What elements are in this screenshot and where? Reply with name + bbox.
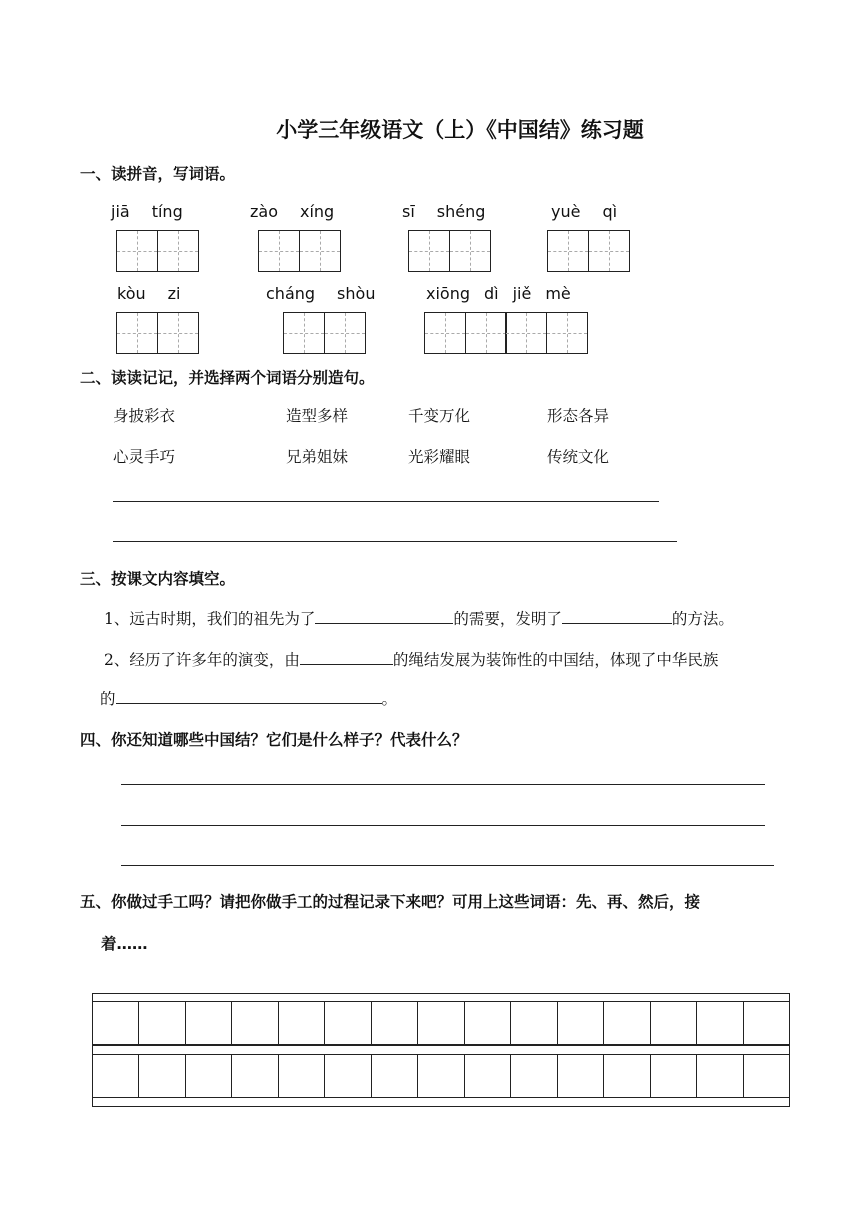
section-3-heading: 三、按课文内容填空。 [80, 570, 236, 588]
answer-line[interactable] [121, 825, 765, 826]
answer-line[interactable] [121, 784, 765, 785]
answer-grid-kouzi[interactable] [116, 312, 199, 354]
answer-grid-xiongdijiemei[interactable] [424, 312, 588, 354]
word-item: 传统文化 [547, 448, 610, 466]
word-item: 身披彩衣 [113, 407, 176, 425]
section-2-heading: 二、读读记记，并选择两个词语分别造句。 [80, 369, 375, 387]
pinyin-xiongdijiemei: xiōng dì jiě mè [426, 284, 571, 303]
answer-line[interactable] [121, 865, 774, 866]
page-title: 小学三年级语文（上）《中国结》练习题 [276, 117, 644, 142]
composition-row [92, 1054, 790, 1098]
section-1-heading: 一、读拼音，写词语。 [80, 165, 236, 183]
blank[interactable] [562, 608, 672, 625]
section-5-heading-cont: 着…… [101, 935, 148, 953]
fill-question-2: 2、经历了许多年的演变，由 的绳结发展为装饰性的中国结，体现了中华民族 [104, 648, 718, 670]
pinyin-changshou: cháng shòu [266, 284, 376, 303]
section-5-heading: 五、你做过手工吗？请把你做手工的过程记录下来吧？可用上这些词语：先、再、然后，接 [80, 893, 701, 911]
composition-grid[interactable] [92, 993, 790, 1107]
sentence-answer-line[interactable] [113, 501, 659, 502]
word-item: 造型多样 [286, 407, 349, 425]
answer-grid-yueqi[interactable] [547, 230, 630, 272]
answer-grid-zaoxing[interactable] [258, 230, 341, 272]
pinyin-kouzi: kòu zi [117, 284, 181, 303]
blank[interactable] [300, 649, 393, 666]
answer-grid-sisheng[interactable] [408, 230, 491, 272]
word-item: 光彩耀眼 [408, 448, 471, 466]
pinyin-zaoxing: zào xíng [250, 202, 335, 221]
word-item: 千变万化 [408, 407, 471, 425]
answer-grid-jiating[interactable] [116, 230, 199, 272]
fill-question-2-cont: 的 。 [100, 687, 397, 709]
composition-row [92, 1001, 790, 1045]
section-4-heading: 四、你还知道哪些中国结？它们是什么样子？代表什么？ [80, 731, 468, 749]
pinyin-sisheng: sī shéng [402, 202, 486, 221]
blank[interactable] [315, 608, 453, 625]
blank[interactable] [116, 688, 382, 705]
pinyin-yueqi: yuè qì [551, 202, 618, 221]
pinyin-jiating: jiā tíng [111, 202, 183, 221]
word-item: 兄弟姐妹 [286, 448, 349, 466]
answer-grid-changshou[interactable] [283, 312, 366, 354]
sentence-answer-line[interactable] [113, 541, 677, 542]
word-item: 心灵手巧 [113, 448, 176, 466]
word-item: 形态各异 [547, 407, 610, 425]
fill-question-1: 1、远古时期，我们的祖先为了 的需要，发明了 的方法。 [104, 607, 734, 629]
